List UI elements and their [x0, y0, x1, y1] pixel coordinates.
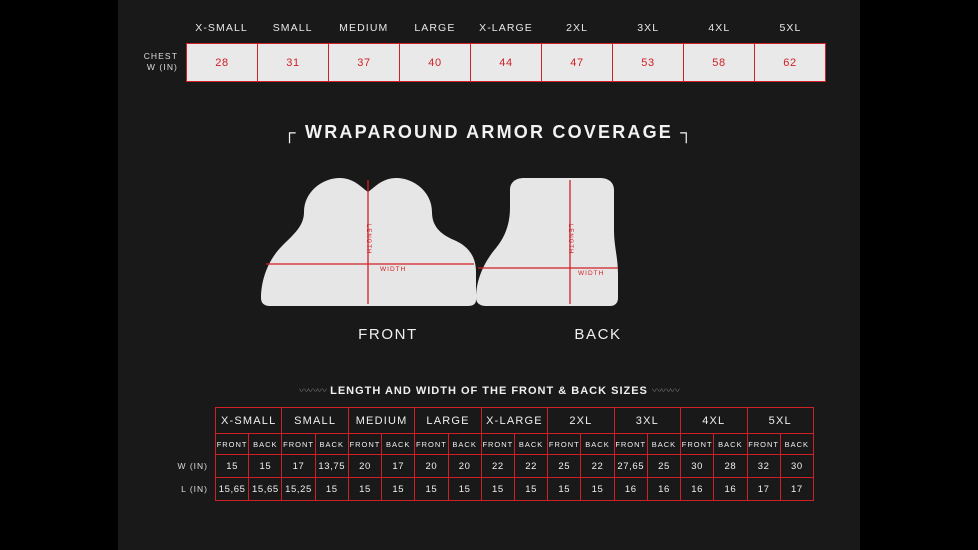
lw-subheader-back: BACK: [514, 434, 547, 455]
chest-value-cell: 53: [613, 44, 684, 81]
lw-length-row: [166, 478, 814, 501]
chest-size-header: 4XL: [708, 22, 731, 34]
lw-width-back: 28: [714, 455, 747, 478]
lw-corner-cell-2: [166, 434, 216, 455]
lw-length-back: 15: [581, 478, 614, 501]
lw-length-front: 16: [614, 478, 647, 501]
front-length-label: LENGTH: [365, 224, 371, 255]
lw-corner-cell: [166, 408, 216, 434]
lw-size-header-row: [166, 408, 814, 434]
lw-size-header: 3XL: [614, 408, 680, 434]
lw-length-back: 15,65: [249, 478, 282, 501]
lw-width-row: [166, 455, 814, 478]
chest-value-cell: 40: [400, 44, 471, 81]
lw-subheader-back: BACK: [448, 434, 481, 455]
front-width-label: WIDTH: [380, 266, 407, 273]
lw-subheader-front: FRONT: [747, 434, 780, 455]
chest-value-cell: 28: [187, 44, 258, 81]
lw-width-front: 30: [681, 455, 714, 478]
lw-subheader-back: BACK: [714, 434, 747, 455]
lw-length-back: 15: [514, 478, 547, 501]
chest-value-cell: 37: [329, 44, 400, 81]
lw-size-header: X-SMALL: [216, 408, 282, 434]
lw-length-front: 15: [481, 478, 514, 501]
back-width-label: WIDTH: [578, 270, 605, 277]
lw-subheader-front: FRONT: [548, 434, 581, 455]
back-plate-shape: [476, 178, 618, 306]
lw-subheader-back: BACK: [780, 434, 813, 455]
bracket-left-icon: ┌: [283, 123, 298, 142]
lw-length-back: 16: [714, 478, 747, 501]
coverage-title: [118, 122, 860, 143]
chest-size-header-row: [186, 22, 826, 34]
lw-row-label-length: L (IN): [181, 484, 208, 494]
chest-size-header: X-LARGE: [479, 22, 533, 34]
lw-subheader-front: FRONT: [282, 434, 315, 455]
lw-size-header: SMALL: [282, 408, 348, 434]
chest-value-cell: 47: [542, 44, 613, 81]
chest-values-row: [118, 43, 860, 82]
lw-length-back: 15: [382, 478, 415, 501]
lw-width-front: 22: [481, 455, 514, 478]
lw-size-header: MEDIUM: [348, 408, 414, 434]
chest-size-header: 5XL: [779, 22, 802, 34]
lw-length-front: 15: [548, 478, 581, 501]
back-caption: BACK: [574, 326, 622, 343]
lw-width-front: 17: [282, 455, 315, 478]
lw-width-back: 20: [448, 455, 481, 478]
lw-width-back: 13,75: [315, 455, 348, 478]
bracket-right-icon: ┐: [680, 123, 695, 142]
chest-row-label: [118, 43, 186, 82]
back-length-label: LENGTH: [567, 224, 573, 255]
chest-value-cell: 62: [783, 56, 797, 69]
lw-subheader-front: FRONT: [216, 434, 249, 455]
lw-width-back: 30: [780, 455, 813, 478]
chest-size-header: X-SMALL: [195, 22, 248, 34]
lw-subheader-back: BACK: [382, 434, 415, 455]
lw-subheader-front: FRONT: [348, 434, 381, 455]
chest-size-header: MEDIUM: [339, 22, 389, 34]
dash-right-icon: 〰〰〰: [651, 386, 679, 397]
lw-subheader-back: BACK: [647, 434, 680, 455]
chest-size-table: [118, 22, 860, 82]
lw-length-front: 15,65: [216, 478, 249, 501]
lw-length-back: 17: [780, 478, 813, 501]
lw-length-front: 15,25: [282, 478, 315, 501]
lw-width-front: 15: [216, 455, 249, 478]
lw-length-back: 15: [448, 478, 481, 501]
lw-width-front: 27,65: [614, 455, 647, 478]
lw-width-back: 17: [382, 455, 415, 478]
chest-size-header: SMALL: [272, 22, 313, 34]
lw-size-header: LARGE: [415, 408, 481, 434]
coverage-title-text: WRAPAROUND ARMOR COVERAGE: [305, 122, 673, 142]
chest-size-header: 3XL: [637, 22, 660, 34]
lw-length-front: 16: [681, 478, 714, 501]
lw-length-front: 15: [348, 478, 381, 501]
lw-width-front: 32: [747, 455, 780, 478]
chest-size-header: 2XL: [566, 22, 589, 34]
dash-left-icon: 〰〰〰: [299, 386, 327, 397]
lw-length-back: 16: [647, 478, 680, 501]
lw-size-header: 2XL: [548, 408, 614, 434]
lw-length-back: 15: [315, 478, 348, 501]
lw-subheader-back: BACK: [581, 434, 614, 455]
lw-size-header: 5XL: [747, 408, 814, 434]
lw-subheader-front: FRONT: [681, 434, 714, 455]
lw-frontback-header-row: [166, 434, 814, 455]
lw-length-front: 17: [747, 478, 780, 501]
length-width-table: [166, 407, 814, 501]
lw-subheader-front: FRONT: [481, 434, 514, 455]
lw-width-front: 20: [348, 455, 381, 478]
lw-row-label-width: W (IN): [177, 461, 208, 471]
front-caption: FRONT: [358, 326, 418, 343]
chest-values-grid: [186, 43, 826, 82]
lw-subheader-back: BACK: [315, 434, 348, 455]
chest-value-cell: 31: [258, 44, 329, 81]
lw-subheader-front: FRONT: [415, 434, 448, 455]
lw-subheader-back: BACK: [249, 434, 282, 455]
lw-size-header: X-LARGE: [481, 408, 547, 434]
lw-width-back: 22: [514, 455, 547, 478]
length-width-title: [118, 382, 860, 397]
armor-illustration: [118, 168, 860, 353]
lw-size-header: 4XL: [681, 408, 747, 434]
size-chart-sheet: [118, 0, 860, 550]
length-width-title-text: LENGTH AND WIDTH OF THE FRONT & BACK SIZES: [330, 385, 648, 397]
chest-row-label-line2: W (IN): [146, 62, 178, 72]
lw-length-front: 15: [415, 478, 448, 501]
lw-width-back: 22: [581, 455, 614, 478]
lw-subheader-front: FRONT: [614, 434, 647, 455]
lw-width-front: 20: [415, 455, 448, 478]
chest-row-label-line1: CHEST: [143, 51, 178, 61]
lw-width-front: 25: [548, 455, 581, 478]
lw-width-back: 15: [249, 455, 282, 478]
lw-width-back: 25: [647, 455, 680, 478]
chest-value-cell: 44: [471, 44, 542, 81]
chest-value-cell: 58: [684, 44, 755, 81]
armor-shapes-svg: [118, 168, 860, 318]
chest-size-header: LARGE: [414, 22, 456, 34]
